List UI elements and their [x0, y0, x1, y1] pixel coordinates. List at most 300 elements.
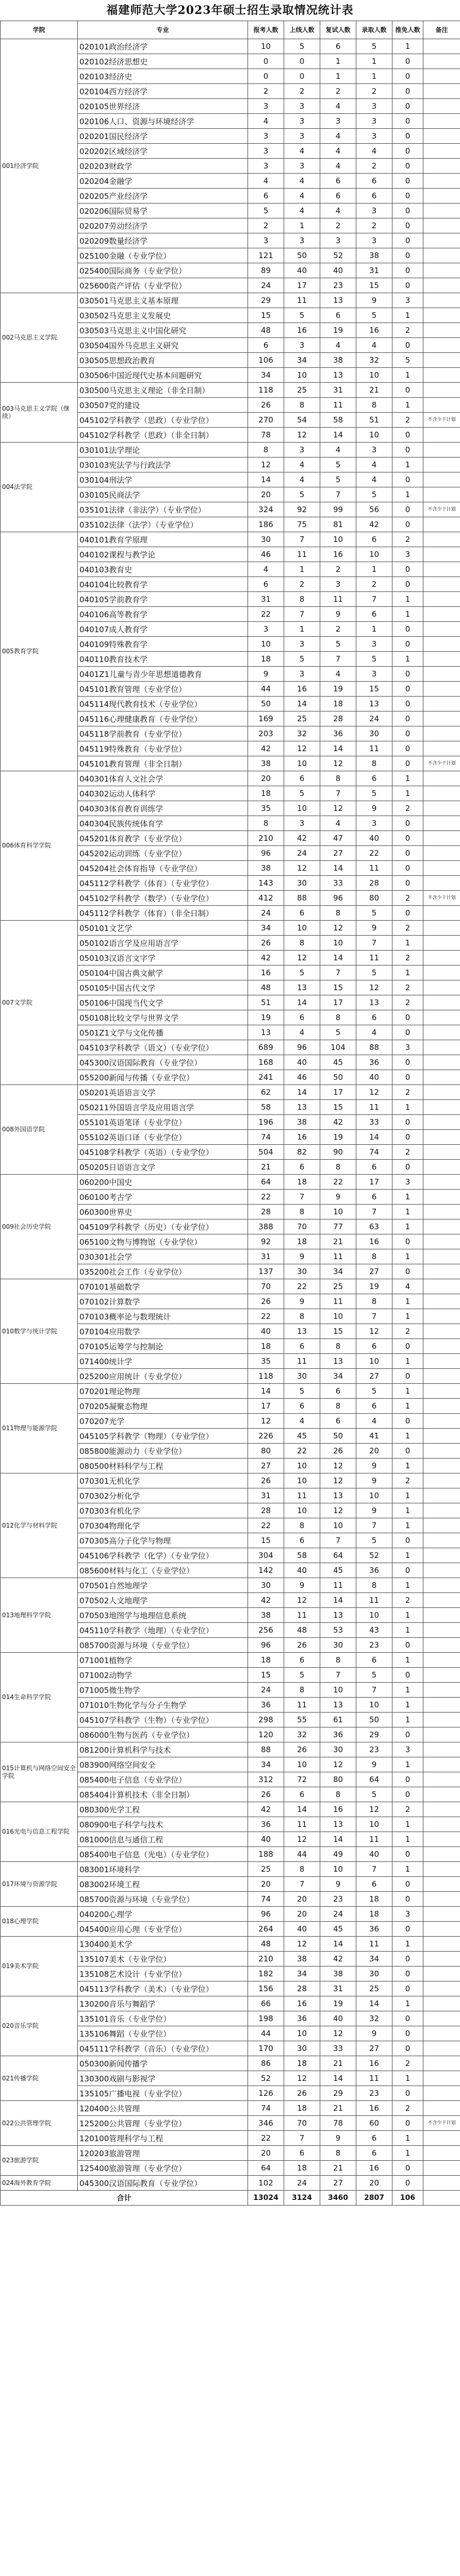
applicants-cell: 74 [248, 1130, 284, 1145]
recommended-cell: 0 [392, 2011, 423, 2026]
major-cell: 070205凝聚态物理 [78, 1399, 248, 1414]
applicants-cell: 52 [248, 2071, 284, 2086]
major-cell: 050300新闻传播学 [78, 2056, 248, 2071]
admitted-cell: 11 [356, 1832, 392, 1847]
recommended-cell: 0 [392, 1115, 423, 1130]
table-row [1, 2056, 460, 2071]
passed-cell: 26 [284, 1638, 320, 1653]
retest-cell: 12 [320, 1459, 356, 1473]
table-row [1, 39, 460, 54]
note-cell [423, 338, 460, 353]
applicants-cell: 74 [248, 1892, 284, 1907]
major-cell: 070503地图学与地理信息系统 [78, 1608, 248, 1623]
major-cell: 055102英语口译（专业学位） [78, 1130, 248, 1145]
passed-cell: 6 [284, 771, 320, 786]
major-cell: 020104西方经济学 [78, 84, 248, 99]
note-cell [423, 995, 460, 1010]
major-cell: 085404计算机技术（非全日制） [78, 1787, 248, 1802]
passed-cell: 3 [284, 443, 320, 457]
retest-cell: 10 [320, 1309, 356, 1324]
passed-cell: 40 [284, 1922, 320, 1937]
major-cell: 040104比较教育学 [78, 577, 248, 592]
major-cell: 040101教育学原理 [78, 532, 248, 547]
recommended-cell: 1 [392, 1937, 423, 1952]
table-row [1, 1175, 460, 1190]
retest-cell: 19 [320, 323, 356, 338]
major-cell: 045202运动训练（专业学位） [78, 846, 248, 861]
header-major: 专业 [78, 21, 248, 39]
passed-cell: 58 [284, 1548, 320, 1563]
applicants-cell: 64 [248, 1175, 284, 1190]
recommended-cell: 1 [392, 786, 423, 801]
admitted-cell: 7 [356, 592, 392, 607]
recommended-cell: 1 [392, 1249, 423, 1264]
recommended-cell: 1 [392, 1294, 423, 1309]
note-cell [423, 1085, 460, 1100]
note-cell [423, 398, 460, 413]
admitted-cell: 36 [356, 1055, 392, 1070]
admitted-cell: 7 [356, 1683, 392, 1698]
passed-cell: 8 [284, 936, 320, 951]
major-cell: 045106学科教学（化学）（专业学位） [78, 1548, 248, 1563]
applicants-cell: 26 [248, 1473, 284, 1488]
retest-cell: 19 [320, 1996, 356, 2011]
passed-cell: 3 [284, 233, 320, 248]
retest-cell: 14 [320, 741, 356, 756]
admitted-cell: 11 [356, 741, 392, 756]
passed-cell: 1 [284, 622, 320, 637]
passed-cell: 75 [284, 517, 320, 532]
passed-cell: 40 [284, 263, 320, 278]
passed-cell: 5 [284, 1668, 320, 1683]
recommended-cell: 1 [392, 965, 423, 980]
major-cell: 0401Z1儿童与青少年思想道德教育 [78, 667, 248, 682]
major-cell: 135105广播电视（专业学位） [78, 2086, 248, 2101]
recommended-cell: 1 [392, 2146, 423, 2161]
passed-cell: 18 [284, 2161, 320, 2176]
applicants-cell: 18 [248, 1653, 284, 1668]
admitted-cell: 13 [356, 697, 392, 711]
passed-cell: 10 [284, 921, 320, 936]
recommended-cell: 1 [392, 1698, 423, 1713]
recommended-cell: 0 [392, 383, 423, 398]
applicants-cell: 40 [248, 1832, 284, 1847]
note-cell [423, 114, 460, 129]
passed-cell: 6 [284, 2146, 320, 2161]
applicants-cell: 388 [248, 1219, 284, 1234]
passed-cell: 32 [284, 1727, 320, 1742]
recommended-cell: 1 [392, 936, 423, 951]
major-cell: 135106舞蹈（专业学位） [78, 2026, 248, 2041]
major-cell: 060300世界史 [78, 1205, 248, 1219]
applicants-cell: 182 [248, 1967, 284, 1981]
recommended-cell: 0 [392, 697, 423, 711]
applicants-cell: 35 [248, 801, 284, 816]
applicants-cell: 5 [248, 204, 284, 218]
totals-applicants: 13024 [248, 2191, 284, 2206]
retest-cell: 15 [320, 1100, 356, 1115]
note-cell [423, 1384, 460, 1399]
passed-cell: 1 [284, 562, 320, 577]
applicants-cell: 412 [248, 891, 284, 906]
retest-cell: 12 [320, 2026, 356, 2041]
retest-cell: 7 [320, 1533, 356, 1548]
major-cell: 070105运筹学与控制论 [78, 1339, 248, 1354]
recommended-cell: 0 [392, 1055, 423, 1070]
recommended-cell: 1 [392, 368, 423, 383]
note-cell [423, 786, 460, 801]
passed-cell: 7 [284, 532, 320, 547]
college-cell: 024海外教育学院 [1, 2176, 78, 2191]
note-cell [423, 1249, 460, 1264]
retest-cell: 14 [320, 861, 356, 876]
applicants-cell: 96 [248, 846, 284, 861]
applicants-cell: 86 [248, 2056, 284, 2071]
note-cell [423, 1040, 460, 1055]
passed-cell: 50 [284, 248, 320, 263]
major-cell: 070101基础数学 [78, 1279, 248, 1294]
applicants-cell: 3 [248, 99, 284, 114]
applicants-cell: 62 [248, 1085, 284, 1100]
applicants-cell: 26 [248, 1294, 284, 1309]
retest-cell: 24 [320, 1907, 356, 1922]
retest-cell: 52 [320, 248, 356, 263]
admitted-cell: 3 [356, 99, 392, 114]
passed-cell: 11 [284, 1698, 320, 1713]
admitted-cell: 6 [356, 771, 392, 786]
applicants-cell: 324 [248, 502, 284, 517]
retest-cell: 14 [320, 2071, 356, 2086]
passed-cell: 12 [284, 1832, 320, 1847]
note-cell [423, 1414, 460, 1429]
admitted-cell: 16 [356, 2056, 392, 2071]
college-cell: 020音乐学院 [1, 1996, 78, 2056]
passed-cell: 5 [284, 652, 320, 667]
passed-cell: 12 [284, 428, 320, 443]
retest-cell: 38 [320, 1967, 356, 1981]
passed-cell: 30 [284, 1369, 320, 1384]
passed-cell: 12 [284, 1937, 320, 1952]
note-cell [423, 801, 460, 816]
recommended-cell: 1 [392, 1578, 423, 1593]
applicants-cell: 22 [248, 607, 284, 622]
note-cell [423, 2131, 460, 2146]
applicants-cell: 120 [248, 1727, 284, 1742]
table-row [1, 1907, 460, 1922]
recommended-cell: 0 [392, 278, 423, 293]
applicants-cell: 10 [248, 39, 284, 54]
passed-cell: 8 [284, 398, 320, 413]
major-cell: 071002动物学 [78, 1668, 248, 1683]
retest-cell: 30 [320, 1742, 356, 1757]
major-cell: 020201国民经济学 [78, 129, 248, 144]
admitted-cell: 1 [356, 54, 392, 69]
note-cell [423, 428, 460, 443]
table-row [1, 2101, 460, 2116]
recommended-cell: 1 [392, 1488, 423, 1503]
major-cell: 030501马克思主义基本原理 [78, 293, 248, 308]
note-cell [423, 1488, 460, 1503]
recommended-cell: 0 [392, 1339, 423, 1354]
recommended-cell: 1 [392, 1713, 423, 1727]
note-cell [423, 1772, 460, 1787]
applicants-cell: 188 [248, 1847, 284, 1862]
admitted-cell: 3 [356, 816, 392, 831]
major-cell: 045112学科教学（体育）（专业学位） [78, 876, 248, 891]
applicants-cell: 6 [248, 577, 284, 592]
note-cell [423, 1025, 460, 1040]
passed-cell: 92 [284, 502, 320, 517]
applicants-cell: 19 [248, 1010, 284, 1025]
passed-cell: 82 [284, 1145, 320, 1160]
note-cell [423, 1907, 460, 1922]
retest-cell: 78 [320, 2116, 356, 2131]
admitted-cell: 6 [356, 189, 392, 204]
totals-label: 合计 [1, 2191, 248, 2206]
major-cell: 060100考古学 [78, 1190, 248, 1205]
retest-cell: 8 [320, 1160, 356, 1175]
recommended-cell: 0 [392, 1877, 423, 1892]
table-row [1, 1742, 460, 1757]
passed-cell: 3 [284, 338, 320, 353]
recommended-cell: 1 [392, 487, 423, 502]
admitted-cell: 40 [356, 1070, 392, 1085]
passed-cell: 7 [284, 607, 320, 622]
recommended-cell: 0 [392, 204, 423, 218]
major-cell: 030506中国近现代史基本问题研究 [78, 368, 248, 383]
retest-cell: 13 [320, 1817, 356, 1832]
recommended-cell: 3 [392, 1040, 423, 1055]
retest-cell: 90 [320, 1145, 356, 1160]
major-cell: 030301社会学 [78, 1249, 248, 1264]
recommended-cell: 0 [392, 741, 423, 756]
retest-cell: 21 [320, 2056, 356, 2071]
recommended-cell: 1 [392, 592, 423, 607]
major-cell: 020105世界经济 [78, 99, 248, 114]
note-cell [423, 487, 460, 502]
note-cell [423, 1877, 460, 1892]
note-cell [423, 383, 460, 398]
applicants-cell: 48 [248, 980, 284, 995]
major-cell: 030500马克思主义理论（非全日制） [78, 383, 248, 398]
applicants-cell: 118 [248, 1369, 284, 1384]
recommended-cell: 0 [392, 1847, 423, 1862]
note-cell [423, 1234, 460, 1249]
passed-cell: 7 [284, 1190, 320, 1205]
major-cell: 025200应用统计（专业学位） [78, 1369, 248, 1384]
major-cell: 055101英语笔译（专业学位） [78, 1115, 248, 1130]
recommended-cell: 1 [392, 2131, 423, 2146]
recommended-cell: 1 [392, 457, 423, 472]
recommended-cell: 0 [392, 1234, 423, 1249]
retest-cell: 5 [320, 1025, 356, 1040]
applicants-cell: 106 [248, 353, 284, 368]
note-cell [423, 1010, 460, 1025]
recommended-cell: 2 [392, 532, 423, 547]
note-cell [423, 1698, 460, 1713]
admitted-cell: 16 [356, 1234, 392, 1249]
passed-cell: 12 [284, 951, 320, 965]
major-cell: 070305高分子化学与物理 [78, 1533, 248, 1548]
recommended-cell: 0 [392, 1160, 423, 1175]
admitted-cell: 6 [356, 2131, 392, 2146]
major-cell: 045111学科教学（音乐）（专业学位） [78, 2041, 248, 2056]
admitted-cell: 6 [356, 532, 392, 547]
major-cell: 135101音乐（专业学位） [78, 2011, 248, 2026]
applicants-cell: 50 [248, 697, 284, 711]
applicants-cell: 88 [248, 1742, 284, 1757]
applicants-cell: 0 [248, 54, 284, 69]
applicants-cell: 14 [248, 1384, 284, 1399]
admitted-cell: 56 [356, 502, 392, 517]
admitted-cell: 11 [356, 951, 392, 965]
admitted-cell: 8 [356, 1578, 392, 1593]
major-cell: 130300戏剧与影视学 [78, 2071, 248, 2086]
passed-cell: 10 [284, 801, 320, 816]
passed-cell: 55 [284, 1713, 320, 1727]
major-cell: 020206国际贸易学 [78, 204, 248, 218]
table-row [1, 1384, 460, 1399]
note-cell [423, 1608, 460, 1623]
passed-cell: 42 [284, 831, 320, 846]
recommended-cell: 1 [392, 1518, 423, 1533]
recommended-cell: 0 [392, 472, 423, 487]
retest-cell: 12 [320, 1757, 356, 1772]
recommended-cell: 0 [392, 816, 423, 831]
note-cell [423, 936, 460, 951]
applicants-cell: 34 [248, 921, 284, 936]
applicants-cell: 26 [248, 1787, 284, 1802]
passed-cell: 10 [284, 1503, 320, 1518]
admitted-cell: 63 [356, 1219, 392, 1234]
retest-cell: 33 [320, 2041, 356, 2056]
applicants-cell: 48 [248, 1937, 284, 1952]
passed-cell: 10 [284, 1757, 320, 1772]
admitted-cell: 6 [356, 1339, 392, 1354]
note-cell [423, 667, 460, 682]
retest-cell: 61 [320, 1713, 356, 1727]
note-cell [423, 1175, 460, 1190]
retest-cell: 14 [320, 1937, 356, 1952]
college-cell: 023旅游学院 [1, 2146, 78, 2176]
admitted-cell: 23 [356, 1742, 392, 1757]
admitted-cell: 3 [356, 204, 392, 218]
applicants-cell: 66 [248, 1996, 284, 2011]
table-row [1, 1996, 460, 2011]
admitted-cell: 27 [356, 1264, 392, 1279]
recommended-cell: 3 [392, 1742, 423, 1757]
applicants-cell: 20 [248, 487, 284, 502]
note-cell [423, 1130, 460, 1145]
admitted-cell: 15 [356, 278, 392, 293]
passed-cell: 26 [284, 2086, 320, 2101]
admitted-cell: 2 [356, 84, 392, 99]
applicants-cell: 137 [248, 1264, 284, 1279]
applicants-cell: 24 [248, 1683, 284, 1698]
passed-cell: 18 [284, 2056, 320, 2071]
retest-cell: 45 [320, 1922, 356, 1937]
table-row [1, 1937, 460, 1952]
admissions-table [0, 21, 460, 2206]
recommended-cell: 2 [392, 995, 423, 1010]
retest-cell: 14 [320, 428, 356, 443]
applicants-cell: 20 [248, 1877, 284, 1892]
admitted-cell: 88 [356, 1040, 392, 1055]
admitted-cell: 23 [356, 1638, 392, 1653]
passed-cell: 13 [284, 1100, 320, 1115]
note-cell [423, 2011, 460, 2026]
applicants-cell: 143 [248, 876, 284, 891]
recommended-cell: 2 [392, 2056, 423, 2071]
note-cell [423, 263, 460, 278]
retest-cell: 17 [320, 1085, 356, 1100]
passed-cell: 10 [284, 2026, 320, 2041]
major-cell: 050108比较文学与世界文学 [78, 1010, 248, 1025]
applicants-cell: 186 [248, 517, 284, 532]
college-cell: 018心理学院 [1, 1907, 78, 1937]
college-cell: 005教育学院 [1, 532, 78, 771]
retest-cell: 16 [320, 547, 356, 562]
major-cell: 045102学科教学（思政）（非全日制） [78, 428, 248, 443]
admitted-cell: 11 [356, 2071, 392, 2086]
applicants-cell: 36 [248, 1698, 284, 1713]
college-cell: 021传播学院 [1, 2056, 78, 2101]
major-cell: 071010生物化学与分子生物学 [78, 1698, 248, 1713]
retest-cell: 8 [320, 1339, 356, 1354]
note-cell [423, 278, 460, 293]
passed-cell: 22 [284, 1279, 320, 1294]
admitted-cell: 15 [356, 682, 392, 697]
retest-cell: 7 [320, 487, 356, 502]
applicants-cell: 80 [248, 1444, 284, 1459]
recommended-cell: 3 [392, 293, 423, 308]
retest-cell: 5 [320, 457, 356, 472]
note-cell [423, 1219, 460, 1234]
recommended-cell: 1 [392, 398, 423, 413]
retest-cell: 11 [320, 1249, 356, 1264]
major-cell: 045201体育教学（专业学位） [78, 831, 248, 846]
retest-cell: 11 [320, 1578, 356, 1593]
retest-cell: 3 [320, 114, 356, 129]
passed-cell: 9 [284, 1249, 320, 1264]
table-header-row [1, 21, 460, 39]
recommended-cell: 0 [392, 1444, 423, 1459]
admitted-cell: 29 [356, 1727, 392, 1742]
retest-cell: 12 [320, 801, 356, 816]
recommended-cell: 0 [392, 517, 423, 532]
recommended-cell: 1 [392, 1608, 423, 1623]
applicants-cell: 169 [248, 711, 284, 726]
note-cell [423, 1623, 460, 1638]
college-cell: 012化学与材料学院 [1, 1473, 78, 1578]
admitted-cell: 5 [356, 39, 392, 54]
retest-cell: 4 [320, 816, 356, 831]
applicants-cell: 38 [248, 861, 284, 876]
retest-cell: 13 [320, 1608, 356, 1623]
major-cell: 030103宪法学与行政法学 [78, 457, 248, 472]
major-cell: 045112学科教学（体育）（非全日制） [78, 906, 248, 921]
major-cell: 045113学科教学（美术）（专业学位） [78, 1981, 248, 1996]
passed-cell: 88 [284, 891, 320, 906]
recommended-cell: 2 [392, 1324, 423, 1339]
applicants-cell: 15 [248, 1533, 284, 1548]
major-cell: 045116心理健康教育（专业学位） [78, 711, 248, 726]
major-cell: 050103汉语言文字学 [78, 951, 248, 965]
totals-recommended: 106 [392, 2191, 423, 2206]
applicants-cell: 102 [248, 2176, 284, 2191]
admitted-cell: 8 [356, 1294, 392, 1309]
passed-cell: 0 [284, 54, 320, 69]
